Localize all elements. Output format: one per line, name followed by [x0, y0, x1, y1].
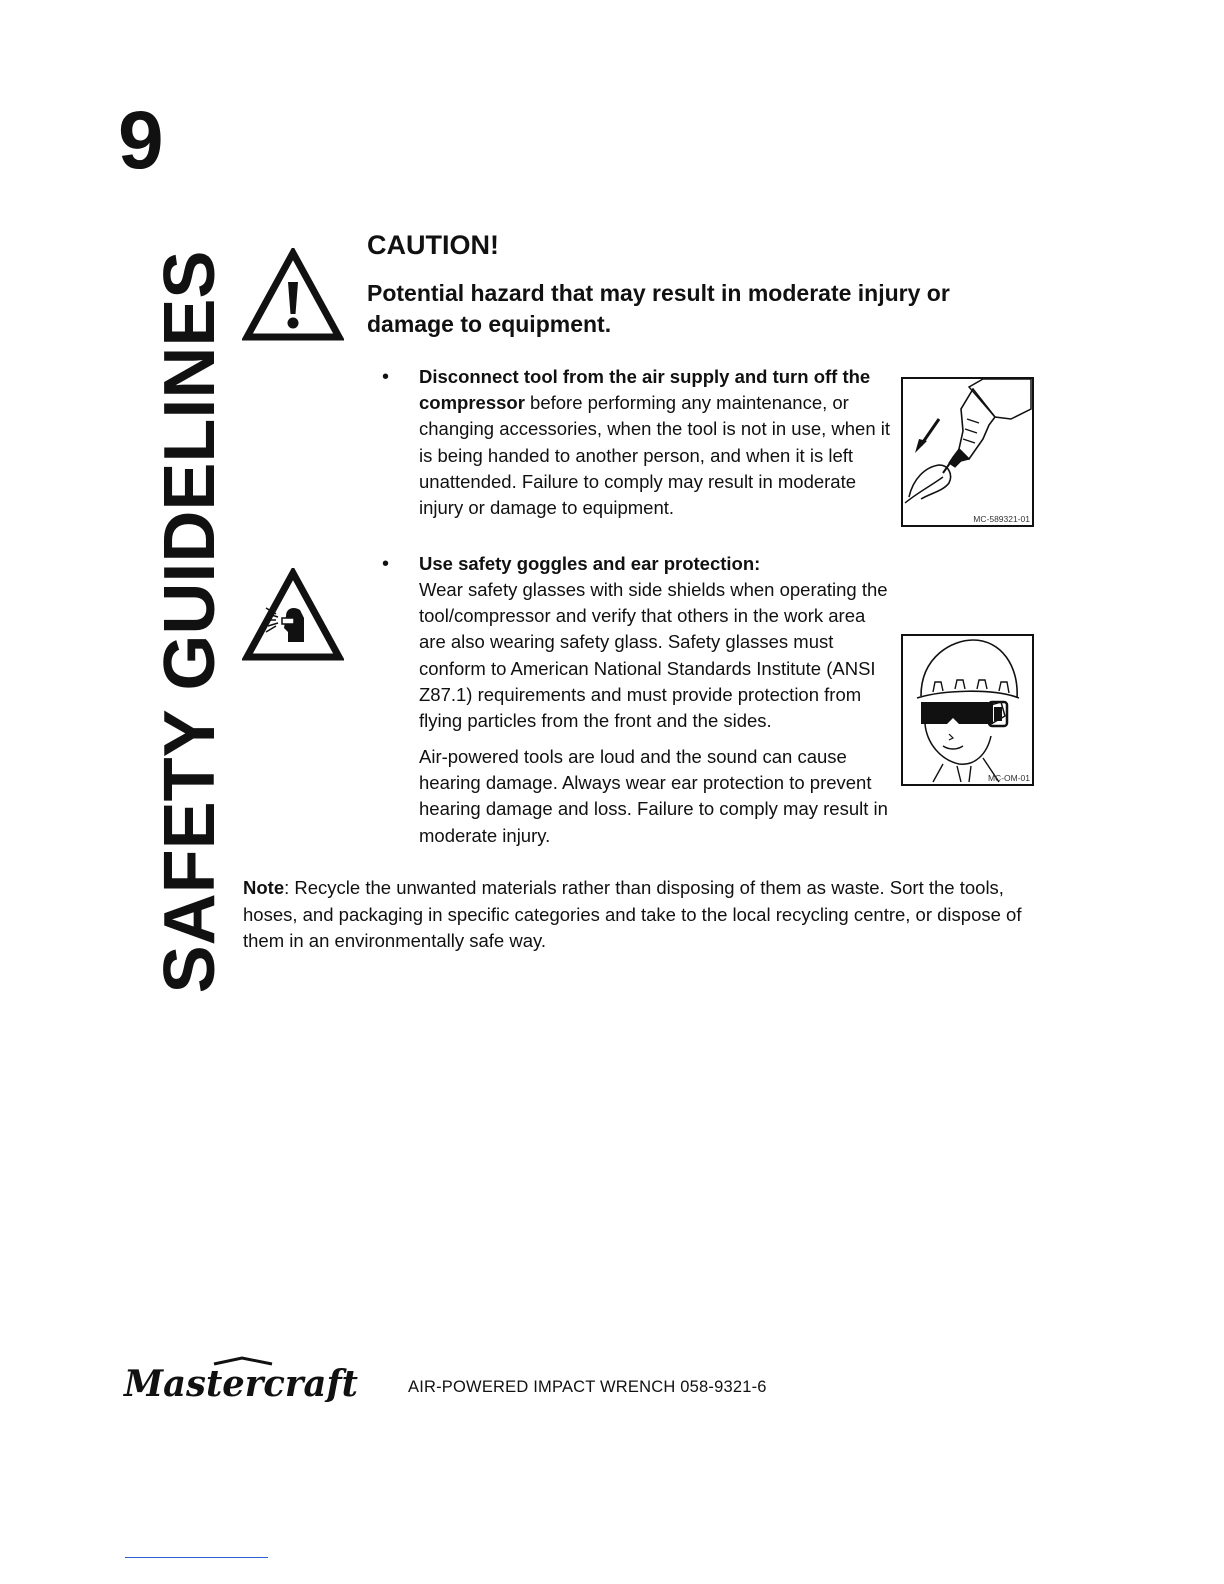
bullet-goggles-bold: Use safety goggles and ear protection: — [419, 553, 761, 574]
bullet-disconnect-text — [419, 364, 899, 521]
bullet-disconnect-body: before performing any maintenance, or changing accessories, when the tool is not in use, when it is being handed to another person, and when it is left unattended. Failure to comply may result in moderate injury or damage to equipment. — [419, 392, 891, 519]
brand-name: Mastercraft — [122, 1363, 359, 1402]
caution-subheading: Potential hazard that may result in moderate injury or damage to equipment. — [367, 280, 950, 337]
safety-gear-figure — [901, 634, 1034, 786]
bullet-goggles-text: Wear safety glasses with side shields when operating the tool/compressor and verify that others in the work area are also wearing safety glass. Safety glasses must conform to American National Standards Institute (ANSI Z87.1) requirements and must provide protection from flying particles from the front and the sides. — [419, 579, 888, 732]
disconnect-tool-figure — [901, 377, 1034, 527]
bullet-marker: • — [382, 553, 390, 575]
bullet-goggles-heading — [419, 551, 899, 577]
bullet-marker: • — [382, 366, 390, 388]
note-body: : Recycle the unwanted materials rather than disposing of them as waste. Sort the tools, hoses, and packaging in specific categories and take to the local recycling centre, or dispose of them in an environmentally safe way. — [243, 877, 1022, 951]
helmet-goggles-icon — [903, 636, 1032, 784]
page-number: 9 — [118, 95, 164, 186]
section-title: SAFETY GUIDELINES — [150, 250, 230, 994]
product-name: AIR-POWERED IMPACT WRENCH 058-9321-6 — [408, 1378, 767, 1396]
figure-label: MC-OM-01 — [987, 773, 1030, 783]
footer-rule — [125, 1557, 268, 1558]
eye-protection-warning-icon — [242, 568, 344, 662]
bullet-hearing-text: Air-powered tools are loud and the sound can cause hearing damage. Always wear ear protection to prevent hearing damage and loss. Failure to comply may result in moderate injury. — [419, 746, 888, 846]
bullet-disconnect-bold: Disconnect tool from the air supply and turn off the compressor — [419, 366, 871, 414]
mastercraft-logo — [122, 1354, 362, 1402]
note-label: Note — [243, 877, 285, 898]
recycle-note — [243, 875, 1033, 955]
figure-label: MC-589321-01 — [973, 514, 1030, 524]
tool-disconnect-icon — [903, 379, 1032, 525]
caution-heading: CAUTION! — [367, 230, 499, 260]
warning-triangle-icon — [242, 248, 344, 342]
